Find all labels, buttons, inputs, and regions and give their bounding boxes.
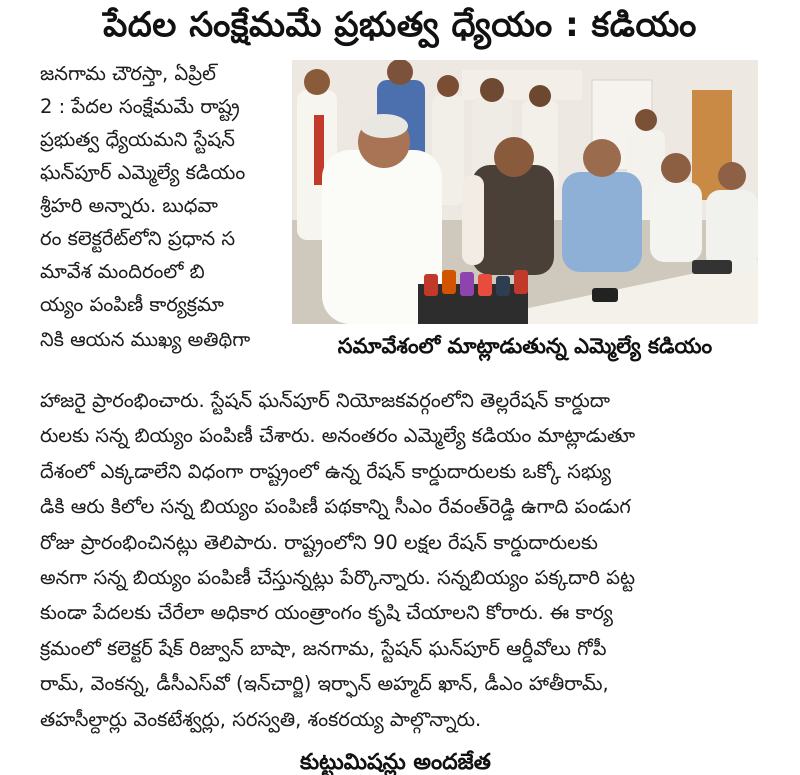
column-line: 2 : పేదల సంక్షేమమే రాష్ట్ర [40,95,240,118]
column-line: య్యం పంపిణీ కార్యక్రమా [40,293,224,316]
body-line: రోజు ప్రారంభించినట్లు తెలిపారు. రాష్ట్రంలోని 90 లక్షల రేషన్ కార్డుదారులకు [40,531,598,554]
body-line: డికి ఆరు కిలోల సన్న బియ్యం పంపిణీ పథకాన్ని సీఎం రేవంత్‌రెడ్డి ఉగాది పండుగ [40,495,631,518]
column-line: నికి ఆయన ముఖ్య అతిథిగా [40,328,251,351]
column-line: రం కలెక్టరేట్‌లోని ప్రధాన స [40,227,236,250]
headline: పేదల సంక్షేమమే ప్రభుత్వ ధ్యేయం : కడియం [103,5,697,45]
body-line: హాజరై ప్రారంభించారు. స్టేషన్ ఘన్‌పూర్ నియోజకవర్గంలోని తెల్లరేషన్ కార్డుదా [40,389,611,412]
column-line: ప్రభుత్వ ధ్యేయమని స్టేషన్ [40,128,235,151]
body-line: తహసీల్దార్లు వెంకటేశ్వర్లు, సరస్వతి, శంకరయ్య పాల్గొన్నారు. [40,708,482,731]
next-article-headline: కుట్టుమిషన్లు అందజేత [300,750,491,775]
body-line: కుండా పేదలకు చేరేలా అధికార యంత్రాంగం కృషి చేయాలని కోరారు. ఈ కార్య [40,601,613,624]
body-line: దేశంలో ఎక్కడాలేని విధంగా రాష్ట్రంలో ఉన్న రేషన్ కార్డుదారులకు ఒక్కో సభ్యు [40,460,612,483]
column-line: మావేశ మందిరంలో బి [40,260,205,283]
column-line: ఘన్‌పూర్ ఎమ్మెల్యే కడియం [40,161,246,184]
news-photo [292,60,758,324]
body-line: రులకు సన్న బియ్యం పంపిణీ చేశారు. అనంతరం ఎమ్మెల్యే కడియం మాట్లాడుతూ [40,424,636,447]
column-line: జనగామ చౌరస్తా, ఏప్రిల్ [40,62,216,85]
body-line: రామ్, వెంకన్న, డీసీఎస్‌వో (ఇన్‌చార్జి) ఇర్ఫాన్ అహ్మద్ ఖాన్, డీఎం హాతీరామ్, [40,672,609,695]
photo-caption: సమావేశంలో మాట్లాడుతున్న ఎమ్మెల్యే కడియం [292,324,758,368]
news-photo-illustration [292,60,758,324]
body-line: అనగా సన్న బియ్యం పంపిణీ చేస్తున్నట్లు పేర్కొన్నారు. సన్నబియ్యం పక్కదారి పట్ట [40,566,636,589]
body-line: క్రమంలో కలెక్టర్ షేక్ రిజ్వాన్ బాషా, జనగామ, స్టేషన్ ఘన్‌పూర్ ఆర్డీవోలు గోపీ [40,637,607,660]
column-line: శ్రీహరి అన్నారు. బుధవా [40,194,218,217]
